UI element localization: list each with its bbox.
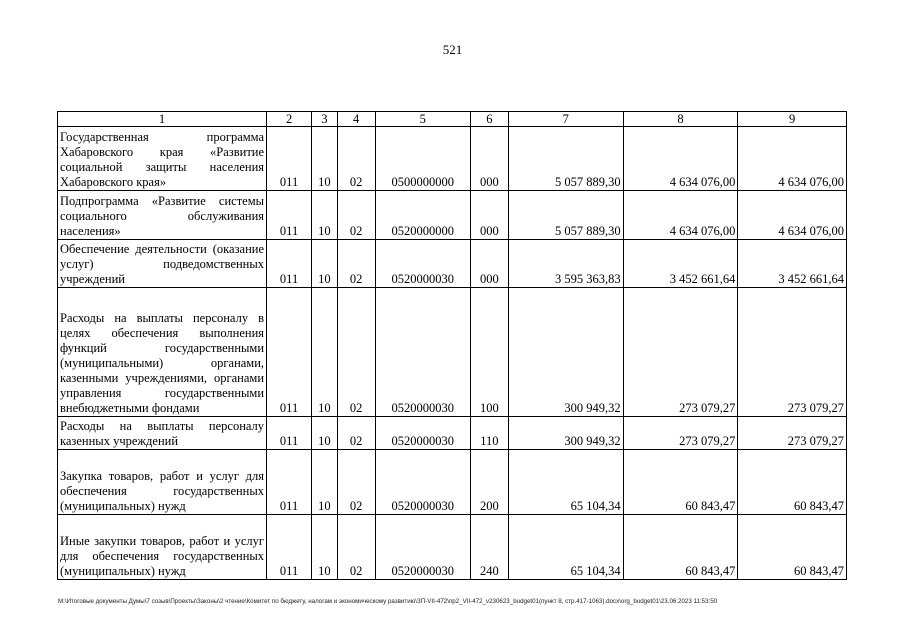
cell-expense-type: 200	[470, 450, 508, 515]
cell-amount-col9: 60 843,47	[738, 515, 847, 580]
cell-section: 10	[312, 515, 338, 580]
table-row	[58, 191, 847, 240]
cell-amount-col7: 65 104,34	[508, 515, 623, 580]
column-header: 5	[375, 112, 470, 127]
column-header: 3	[312, 112, 338, 127]
cell-amount-col7: 65 104,34	[508, 450, 623, 515]
cell-amount-col7: 300 949,32	[508, 288, 623, 417]
cell-ministry: 011	[267, 191, 312, 240]
table-row	[58, 417, 847, 450]
cell-ministry: 011	[267, 450, 312, 515]
cell-ministry: 011	[267, 515, 312, 580]
column-header: 1	[58, 112, 267, 127]
row-name: Расходы на выплаты персоналу в целях обеспечения выполнения функций государственными (муниципальными) органами, казенными учреждениями, органами управления государственными внебюджетными фондами	[58, 288, 267, 417]
cell-subsection: 02	[337, 515, 375, 580]
cell-amount-col8: 60 843,47	[623, 450, 738, 515]
cell-amount-col9: 3 452 661,64	[738, 240, 847, 288]
table-row	[58, 127, 847, 191]
cell-target-article: 0520000030	[375, 515, 470, 580]
cell-subsection: 02	[337, 240, 375, 288]
cell-ministry: 011	[267, 417, 312, 450]
cell-section: 10	[312, 127, 338, 191]
cell-target-article: 0520000030	[375, 417, 470, 450]
cell-amount-col8: 273 079,27	[623, 417, 738, 450]
cell-subsection: 02	[337, 127, 375, 191]
cell-target-article: 0520000030	[375, 450, 470, 515]
row-name: Подпрограмма «Развитие системы социального обслуживания населения»	[58, 191, 267, 240]
cell-subsection: 02	[337, 450, 375, 515]
column-header: 8	[623, 112, 738, 127]
cell-expense-type: 000	[470, 240, 508, 288]
cell-amount-col9: 273 079,27	[738, 417, 847, 450]
cell-section: 10	[312, 240, 338, 288]
cell-expense-type: 100	[470, 288, 508, 417]
cell-section: 10	[312, 288, 338, 417]
row-name: Расходы на выплаты персоналу казенных учреждений	[58, 417, 267, 450]
cell-target-article: 0520000030	[375, 240, 470, 288]
cell-amount-col8: 273 079,27	[623, 288, 738, 417]
cell-subsection: 02	[337, 417, 375, 450]
table-row	[58, 240, 847, 288]
column-header: 7	[508, 112, 623, 127]
cell-amount-col9: 273 079,27	[738, 288, 847, 417]
cell-amount-col8: 60 843,47	[623, 515, 738, 580]
cell-amount-col9: 60 843,47	[738, 450, 847, 515]
page-number: 521	[442, 42, 463, 57]
cell-subsection: 02	[337, 191, 375, 240]
cell-section: 10	[312, 450, 338, 515]
cell-section: 10	[312, 417, 338, 450]
cell-target-article: 0520000030	[375, 288, 470, 417]
cell-amount-col7: 5 057 889,30	[508, 127, 623, 191]
cell-ministry: 011	[267, 240, 312, 288]
cell-expense-type: 110	[470, 417, 508, 450]
cell-expense-type: 240	[470, 515, 508, 580]
column-header: 6	[470, 112, 508, 127]
document-footer-path: M:\Итоговые документы Думы\7 созыв\Проекты\Законы\2 чтение\Комитет по бюджету, налогам и экономическому развитию\ЗП-VII-472\пр2_VII-472_v230623_budget01(пункт 8, стр.417-1063).docx\org_budget01\23.06.2023 11:53:50	[58, 598, 718, 605]
cell-target-article: 0500000000	[375, 127, 470, 191]
cell-expense-type: 000	[470, 191, 508, 240]
cell-expense-type: 000	[470, 127, 508, 191]
cell-amount-col7: 5 057 889,30	[508, 191, 623, 240]
cell-target-article: 0520000000	[375, 191, 470, 240]
table-header-row	[58, 112, 847, 127]
row-name: Закупка товаров, работ и услуг для обеспечения государственных (муниципальных) нужд	[58, 450, 267, 515]
cell-amount-col9: 4 634 076,00	[738, 127, 847, 191]
column-header: 4	[337, 112, 375, 127]
cell-subsection: 02	[337, 288, 375, 417]
table-row	[58, 288, 847, 417]
cell-amount-col8: 3 452 661,64	[623, 240, 738, 288]
cell-ministry: 011	[267, 288, 312, 417]
cell-amount-col9: 4 634 076,00	[738, 191, 847, 240]
table-row	[58, 515, 847, 580]
row-name: Обеспечение деятельности (оказание услуг) подведомственных учреждений	[58, 240, 267, 288]
row-name: Иные закупки товаров, работ и услуг для обеспечения государственных (муниципальных) нужд	[58, 515, 267, 580]
table-row	[58, 450, 847, 515]
cell-amount-col7: 300 949,32	[508, 417, 623, 450]
cell-ministry: 011	[267, 127, 312, 191]
budget-table	[57, 111, 847, 580]
cell-amount-col7: 3 595 363,83	[508, 240, 623, 288]
row-name: Государственная программа Хабаровского края «Развитие социальной защиты населения Хабаровского края»	[58, 127, 267, 191]
column-header: 9	[738, 112, 847, 127]
cell-section: 10	[312, 191, 338, 240]
cell-amount-col8: 4 634 076,00	[623, 127, 738, 191]
column-header: 2	[267, 112, 312, 127]
cell-amount-col8: 4 634 076,00	[623, 191, 738, 240]
